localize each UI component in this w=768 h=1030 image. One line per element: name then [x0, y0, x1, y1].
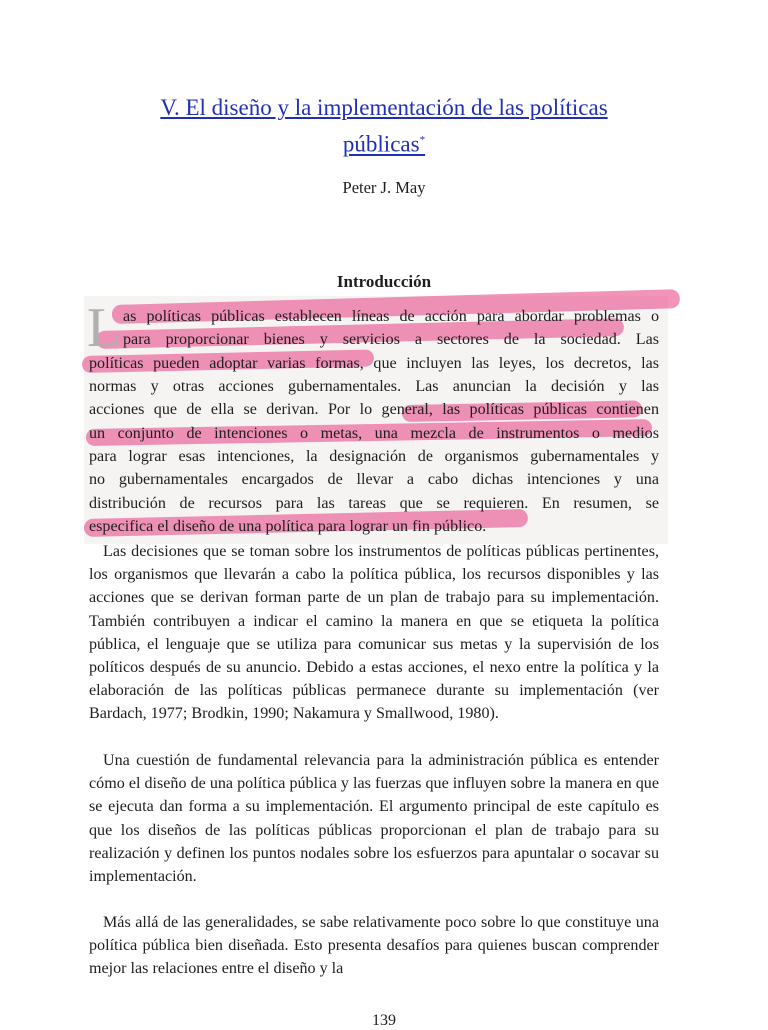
chapter-title[interactable] — [110, 92, 658, 161]
intro-line: políticas pueden adoptar varias formas, que incluyen las leyes, los decretos, las — [89, 354, 659, 372]
intro-line: distribución de recursos para las tareas que se requieren. En resumen, se — [89, 494, 659, 512]
page-number: 139 — [372, 1012, 396, 1029]
intro-line: especifica el diseño de una política para lograr un fin público. — [89, 518, 487, 535]
body-paragraph-3: Una cuestión de fundamental relevancia para la administración pública es entender cómo el diseño de una política pública y las fuerzas que influyen sobre la manera en que se ejecuta dan forma a su implementación. El argumento principal de este capítulo es que los diseños de las políticas públicas proporcionan el plan de trabajo para su realización y definen los puntos nodales sobre los esfuerzos para apuntalar o socavar su implementación. — [89, 752, 659, 886]
intro-line: para proporcionar bienes y servicios a sectores de la sociedad. Las — [123, 331, 659, 348]
drop-cap: L — [87, 297, 122, 359]
intro-line: as políticas públicas establecen líneas de acción para abordar problemas o — [123, 308, 659, 325]
intro-line: para lograr esas intenciones, la designación de organismos gubernamentales y — [89, 448, 659, 465]
title-line-2[interactable]: públicas — [342, 131, 420, 157]
section-heading: Introducción — [336, 272, 432, 291]
author: Peter J. May — [342, 178, 426, 197]
footnote-mark[interactable]: * — [419, 134, 426, 146]
body-paragraph-2: Las decisiones que se toman sobre los instrumentos de políticas públicas pertinentes, los organismos que llevarán a cabo la política pública, los recursos disponibles y las acciones que se derivan forman parte de un plan de trabajo para su implementación. También contribuyen a indicar el camino la manera en que se etiqueta la política pública, el lenguaje que se utiliza para comunicar sus metas y la supervisión de los políticos después de su anuncio. Debido a estas acciones, el nexo entre la política y la elaboración de las políticas públicas permanece durante su implementación (ver Bardach, 1977; Brodkin, 1990; Nakamura y Smallwood, 1980). — [89, 543, 659, 723]
intro-line: no gubernamentales encargados de llevar a cabo dichas intenciones y una — [89, 471, 659, 488]
intro-line: normas y otras acciones gubernamentales. Las anuncian la decisión y las — [89, 378, 659, 395]
intro-line: acciones que de ella se derivan. Por lo general, las políticas públicas contienen — [89, 401, 659, 418]
body-paragraph-4: Más allá de las generalidades, se sabe relativamente poco sobre lo que constituye una política pública bien diseñada. Esto presenta desafíos para quienes buscan comprender mejor las relaciones entre el diseño y la — [89, 914, 659, 978]
title-line-1[interactable]: V. El diseño y la implementación de las políticas — [160, 95, 608, 120]
intro-line: un conjunto de intenciones o metas, una mezcla de instrumentos o medios — [89, 424, 659, 442]
